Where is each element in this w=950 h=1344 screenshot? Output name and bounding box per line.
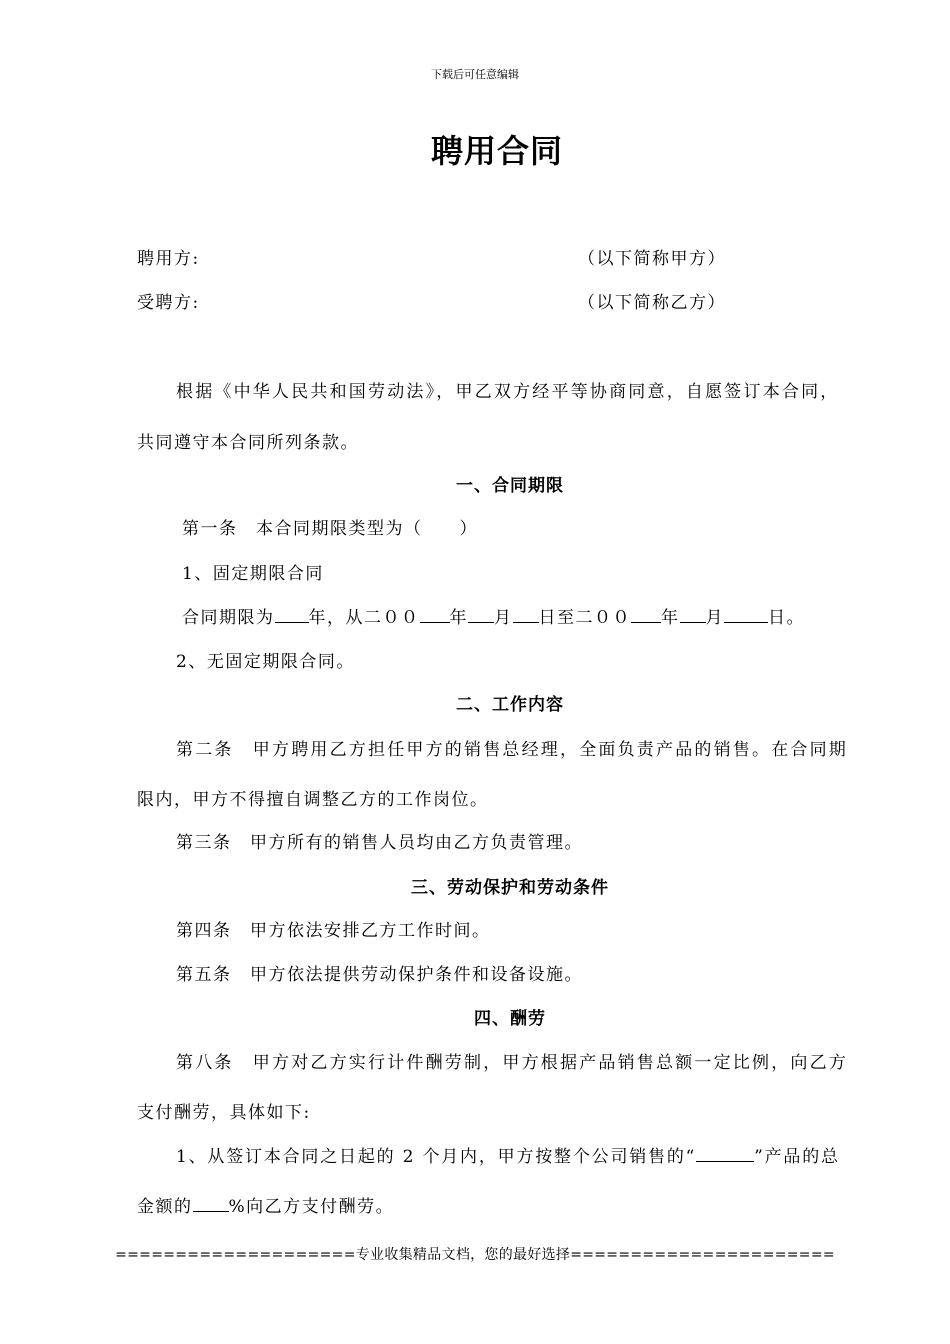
term-text: 日至二００ bbox=[538, 608, 631, 628]
article-5: 第五条 甲方依法提供劳动保护条件和设备设施。 bbox=[176, 965, 583, 985]
term-duration-line bbox=[182, 603, 805, 628]
term-text: 月 bbox=[494, 608, 513, 628]
employer-label: 聘用方: bbox=[137, 249, 200, 269]
article-3: 第三条 甲方所有的销售人员均由乙方负责管理。 bbox=[176, 833, 583, 853]
section-heading-2: 二、工作内容 bbox=[456, 695, 564, 715]
blank-end-day[interactable] bbox=[724, 606, 768, 623]
term-text: 合同期限为 bbox=[182, 608, 275, 628]
term-option-2: 2、无固定期限合同。 bbox=[176, 652, 355, 672]
employee-alias: （以下简称乙方） bbox=[578, 293, 726, 313]
section-heading-3: 三、劳动保护和劳动条件 bbox=[411, 878, 609, 898]
blank-percentage[interactable] bbox=[193, 1195, 229, 1212]
section-heading-1: 一、合同期限 bbox=[456, 476, 564, 496]
blank-product-name[interactable] bbox=[696, 1145, 754, 1162]
header-note: 下载后可任意编辑 bbox=[431, 68, 519, 81]
pay-text: ”产品的总 bbox=[754, 1147, 840, 1167]
blank-start-year[interactable] bbox=[420, 606, 450, 623]
pay-text: 金额的 bbox=[137, 1197, 193, 1217]
article-2-line-2: 限内，甲方不得擅自调整乙方的工作岗位。 bbox=[137, 790, 489, 810]
blank-start-month[interactable] bbox=[468, 606, 494, 623]
blank-end-year[interactable] bbox=[631, 606, 661, 623]
term-text: 年，从二００ bbox=[308, 608, 420, 628]
blank-years[interactable] bbox=[275, 606, 309, 623]
pay-item-1-line-2 bbox=[137, 1192, 394, 1217]
article-2-line-1: 第二条 甲方聘用乙方担任甲方的销售总经理，全面负责产品的销售。在合同期 bbox=[176, 740, 848, 760]
preamble-line-2: 共同遵守本合同所列条款。 bbox=[137, 433, 359, 453]
pay-item-1-line-1 bbox=[176, 1142, 840, 1167]
term-text: 日。 bbox=[768, 608, 805, 628]
document-title: 聘用合同 bbox=[430, 132, 563, 170]
blank-start-day[interactable] bbox=[513, 606, 539, 623]
employee-label: 受聘方: bbox=[137, 293, 200, 313]
article-8-line-1: 第八条 甲方对乙方实行计件酬劳制，甲方根据产品销售总额一定比例，向乙方 bbox=[176, 1053, 848, 1073]
term-option-1: 1、固定期限合同 bbox=[182, 564, 324, 584]
article-4: 第四条 甲方依法安排乙方工作时间。 bbox=[176, 921, 491, 941]
term-text: 年 bbox=[661, 608, 680, 628]
preamble-line-1: 根据《中华人民共和国劳动法》，甲乙双方经平等协商同意，自愿签订本合同， bbox=[176, 382, 840, 402]
blank-end-month[interactable] bbox=[680, 606, 706, 623]
section-heading-4: 四、酬劳 bbox=[474, 1009, 546, 1029]
term-text: 月 bbox=[705, 608, 724, 628]
footer-banner: ====================专业收集精品文档，您的最好选择====================== bbox=[115, 1247, 835, 1263]
article-8-line-2: 支付酬劳，具体如下: bbox=[137, 1103, 311, 1123]
article-1: 第一条 本合同期限类型为（ ） bbox=[182, 519, 478, 539]
pay-text: %向乙方支付酬劳。 bbox=[228, 1197, 395, 1217]
pay-text: 1、从签订本合同之日起的 2 个月内，甲方按整个公司销售的“ bbox=[176, 1147, 697, 1167]
employer-alias: （以下简称甲方） bbox=[578, 249, 726, 269]
term-text: 年 bbox=[449, 608, 468, 628]
